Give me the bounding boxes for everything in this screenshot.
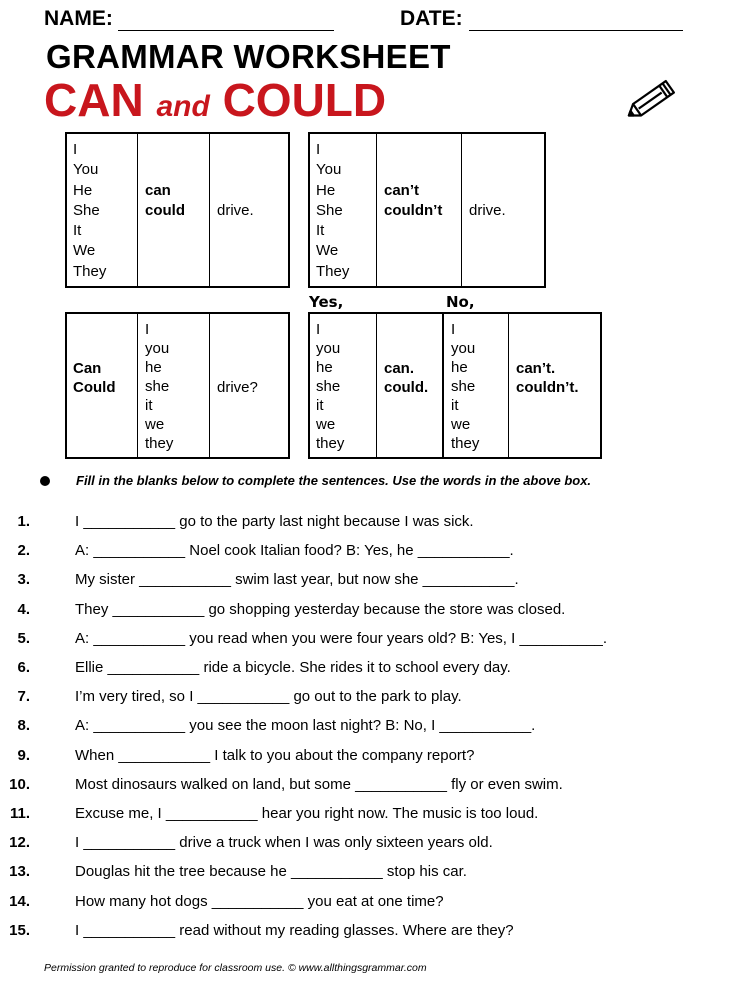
- yes-pronoun-column: [316, 314, 376, 457]
- pronoun: We: [73, 242, 96, 260]
- pronoun: I: [316, 141, 321, 158]
- footer-text: Permission granted to reproduce for classroom use. © www.allthingsgrammar.com: [44, 962, 427, 974]
- modal: can.: [384, 360, 415, 377]
- modal: couldn’t.: [516, 379, 579, 396]
- modal-column: [73, 314, 137, 457]
- pronoun-column: [316, 134, 376, 286]
- pronoun: You: [73, 161, 99, 179]
- question-text[interactable]: They ___________ go shopping yesterday because the store was closed.: [75, 600, 566, 618]
- table-negative: [308, 132, 546, 288]
- yes-label: Yes,: [309, 293, 344, 311]
- question-text[interactable]: Excuse me, I ___________ hear you right now. The music is too loud.: [75, 805, 539, 822]
- question-number: 5.: [17, 629, 30, 647]
- pronoun: she: [316, 378, 341, 395]
- question-text[interactable]: I ___________ read without my reading glasses. Where are they?: [75, 921, 514, 939]
- question-number: 12.: [9, 834, 30, 852]
- question-number: 9.: [17, 746, 30, 764]
- question-number: 3.: [17, 571, 30, 589]
- pronoun: she: [451, 378, 476, 395]
- pronoun: you: [316, 340, 341, 357]
- pronoun: they: [451, 435, 480, 452]
- pronoun: He: [73, 181, 93, 199]
- pronoun: We: [316, 242, 339, 260]
- pronoun: They: [73, 262, 107, 280]
- modal-column: [137, 134, 209, 286]
- name-field[interactable]: [118, 30, 334, 31]
- pronoun: they: [145, 435, 174, 452]
- question-number: 11.: [9, 805, 30, 822]
- pronoun-column: [137, 314, 209, 457]
- pronoun: he: [316, 359, 333, 376]
- pronoun: He: [316, 181, 336, 199]
- pronoun: we: [451, 416, 471, 433]
- pronoun: we: [316, 416, 336, 433]
- name-label: NAME:: [44, 7, 113, 30]
- modal: Can: [73, 360, 102, 377]
- modal: can’t.: [516, 360, 556, 377]
- pronoun: he: [145, 359, 162, 376]
- pronoun: you: [451, 340, 476, 357]
- question-number: 13.: [9, 863, 30, 881]
- pronoun: It: [316, 222, 325, 240]
- question-text[interactable]: A: ___________ Noel cook Italian food? B: Yes, he ___________.: [75, 542, 514, 560]
- modal: couldn’t: [384, 202, 443, 220]
- question-text[interactable]: I ___________ drive a truck when I was only sixteen years old.: [75, 834, 493, 852]
- page-subtitle: [44, 74, 386, 133]
- question-text[interactable]: My sister ___________ swim last year, but now she ___________.: [75, 571, 519, 589]
- question-number: 6.: [17, 659, 30, 676]
- question-number: 14.: [9, 892, 30, 910]
- modal-column: [376, 134, 461, 286]
- table-question: [65, 312, 290, 459]
- table-positive: [65, 132, 290, 288]
- question-text[interactable]: A: ___________ you read when you were four years old? B: Yes, I __________.: [75, 629, 608, 647]
- verb: drive.: [469, 202, 506, 219]
- subtitle-and: and: [156, 90, 210, 123]
- pronoun: I: [73, 141, 78, 158]
- question-text[interactable]: When ___________ I talk to you about the company report?: [75, 746, 475, 764]
- no-modal-column: [508, 314, 600, 457]
- modal: can: [145, 182, 171, 199]
- pronoun: They: [316, 262, 350, 280]
- instruction-text: Fill in the blanks below to complete the sentences. Use the words in the above box.: [76, 473, 592, 488]
- pronoun-column: [73, 134, 137, 286]
- question-text[interactable]: I’m very tired, so I ___________ go out to the park to play.: [75, 688, 462, 706]
- yes-modal-column: [376, 314, 442, 457]
- pronoun: we: [145, 416, 165, 433]
- date-label: DATE:: [400, 7, 463, 30]
- question-text[interactable]: How many hot dogs ___________ you eat at one time?: [75, 892, 444, 910]
- question-number: 7.: [17, 688, 30, 706]
- pronoun: they: [316, 435, 345, 452]
- bullet-icon: [40, 476, 50, 486]
- pronoun: I: [145, 321, 150, 338]
- question-text[interactable]: A: ___________ you see the moon last night? B: No, I ___________.: [75, 717, 536, 735]
- no-pronoun-column: [442, 314, 508, 457]
- question-number: 1.: [17, 513, 30, 530]
- question-text[interactable]: Douglas hit the tree because he ___________ stop his car.: [75, 863, 467, 881]
- question-text[interactable]: Most dinosaurs walked on land, but some ___________ fly or even swim.: [75, 775, 563, 793]
- pronoun: I: [316, 321, 321, 338]
- pronoun: You: [316, 161, 342, 179]
- pronoun: she: [145, 378, 170, 395]
- pronoun: he: [451, 359, 468, 376]
- pronoun: I: [451, 321, 456, 338]
- question-number: 2.: [17, 542, 30, 560]
- question-number: 4.: [17, 600, 30, 618]
- page-title: GRAMMAR WORKSHEET: [46, 38, 451, 75]
- verb: drive?: [217, 379, 258, 396]
- modal: could: [145, 202, 185, 220]
- pronoun: it: [316, 397, 324, 414]
- table-answers: [308, 312, 602, 459]
- subtitle-can: CAN: [44, 74, 144, 126]
- pencil-icon: [618, 74, 684, 126]
- modal: can’t: [384, 182, 420, 199]
- pronoun: She: [316, 201, 343, 219]
- pronoun: She: [73, 201, 100, 219]
- date-field[interactable]: [469, 30, 683, 31]
- no-label: No,: [446, 293, 475, 311]
- question-number: 10.: [9, 775, 30, 793]
- modal: could.: [384, 379, 429, 396]
- question-number: 8.: [17, 717, 30, 735]
- question-number: 15.: [9, 921, 30, 939]
- question-text[interactable]: I ___________ go to the party last night because I was sick.: [75, 513, 474, 530]
- verb: drive.: [217, 202, 254, 219]
- pronoun: It: [73, 222, 82, 240]
- verb-column: [209, 134, 288, 286]
- verb-column: [461, 134, 544, 286]
- subtitle-could: COULD: [222, 74, 387, 126]
- pronoun: it: [451, 397, 459, 414]
- pronoun: it: [145, 397, 153, 414]
- verb-column: [209, 314, 288, 457]
- modal: Could: [73, 379, 116, 396]
- pronoun: you: [145, 340, 170, 357]
- question-text[interactable]: Ellie ___________ ride a bicycle. She rides it to school every day.: [75, 659, 511, 676]
